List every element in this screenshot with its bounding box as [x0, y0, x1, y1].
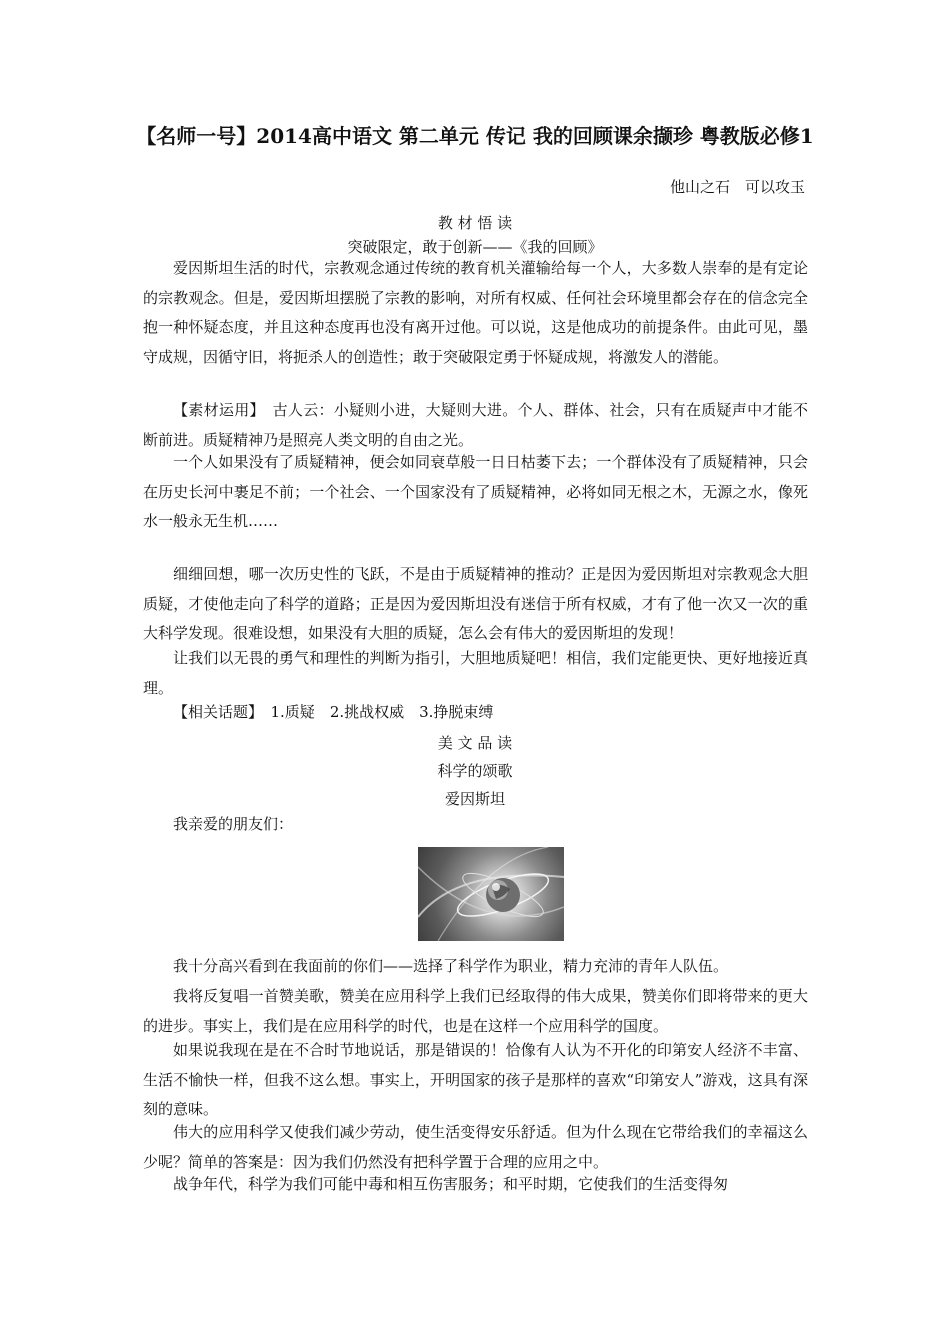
- paragraph-7: 我十分高兴看到在我面前的你们——选择了科学作为职业，精力充沛的青年人队伍。: [173, 957, 729, 975]
- essay-title: 科学的颂歌: [437, 762, 513, 780]
- globe-graphic: [418, 847, 564, 941]
- section-subheading: 突破限定，敢于创新——《我的回顾》: [347, 238, 603, 256]
- paragraph-related-topics: 【相关话题】 1.质疑 2.挑战权威 3.挣脱束缚: [173, 703, 494, 721]
- salutation: 我亲爱的朋友们：: [173, 815, 294, 833]
- document-title: 【名师一号】2014高中语文 第二单元 传记 我的回顾课余撷珍 粤教版必修1: [136, 124, 814, 148]
- section-heading-textbook-reading: 教 材 悟 读: [437, 214, 513, 232]
- paragraph-4: 细细回想，哪一次历史性的飞跃，不是由于质疑精神的推动？正是因为爱因斯坦对宗教观念大胆质疑，才使他走向了科学的道路；正是因为爱因斯坦没有迷信于所有权威，才有了他一次又一次的重大科学发现。很难设想，如果没有大胆的质疑，怎么会有伟大的爱因斯坦的发现！: [143, 565, 808, 643]
- motto: 他山之石 可以攻玉: [669, 178, 805, 196]
- essay-author: 爱因斯坦: [444, 790, 505, 808]
- globe-illustration: [418, 847, 564, 941]
- paragraph-11: 战争年代，科学为我们可能中毒和相互伤害服务；和平时期，它使我们的生活变得匆: [173, 1175, 729, 1193]
- paragraph-9: 如果说我现在是在不合时节地说话，那是错误的！恰像有人认为不开化的印第安人经济不丰富、生活不愉快一样，但我不这么想。事实上，开明国家的孩子是那样的喜欢“印第安人”游戏，这具有深刻的意味。: [143, 1041, 808, 1119]
- paragraph-material-use: 【素材运用】 古人云：小疑则小进，大疑则大进。个人、群体、社会，只有在质疑声中才能不断前进。质疑精神乃是照亮人类文明的自由之光。: [143, 401, 808, 449]
- paragraph-3: 一个人如果没有了质疑精神，便会如同衰草般一日日枯萎下去；一个群体没有了质疑精神，只会在历史长河中裹足不前；一个社会、一个国家没有了质疑精神，必将如同无根之木，无源之水，像死水一般永无生机……: [143, 453, 808, 531]
- paragraph-10: 伟大的应用科学又使我们减少劳动，使生活变得安乐舒适。但为什么现在它带给我们的幸福这么少呢？简单的答案是：因为我们仍然没有把科学置于合理的应用之中。: [143, 1123, 808, 1171]
- section-heading-essay-reading: 美 文 品 读: [437, 734, 513, 752]
- paragraph-8: 我将反复唱一首赞美歌，赞美在应用科学上我们已经取得的伟大成果，赞美你们即将带来的更大的进步。事实上，我们是在应用科学的时代，也是在这样一个应用科学的国度。: [143, 987, 808, 1035]
- paragraph-1: 爱因斯坦生活的时代，宗教观念通过传统的教育机关灌输给每一个人，大多数人崇奉的是有定论的宗教观念。但是，爱因斯坦摆脱了宗教的影响，对所有权威、任何社会环境里都会存在的信念完全抱一种怀疑态度，并且这种态度再也没有离开过他。可以说，这是他成功的前提条件。由此可见，墨守成规，因循守旧，将扼杀人的创造性；敢于突破限定勇于怀疑成规，将激发人的潜能。: [143, 259, 808, 366]
- paragraph-5: 让我们以无畏的勇气和理性的判断为指引，大胆地质疑吧！相信，我们定能更快、更好地接近真理。: [143, 649, 808, 697]
